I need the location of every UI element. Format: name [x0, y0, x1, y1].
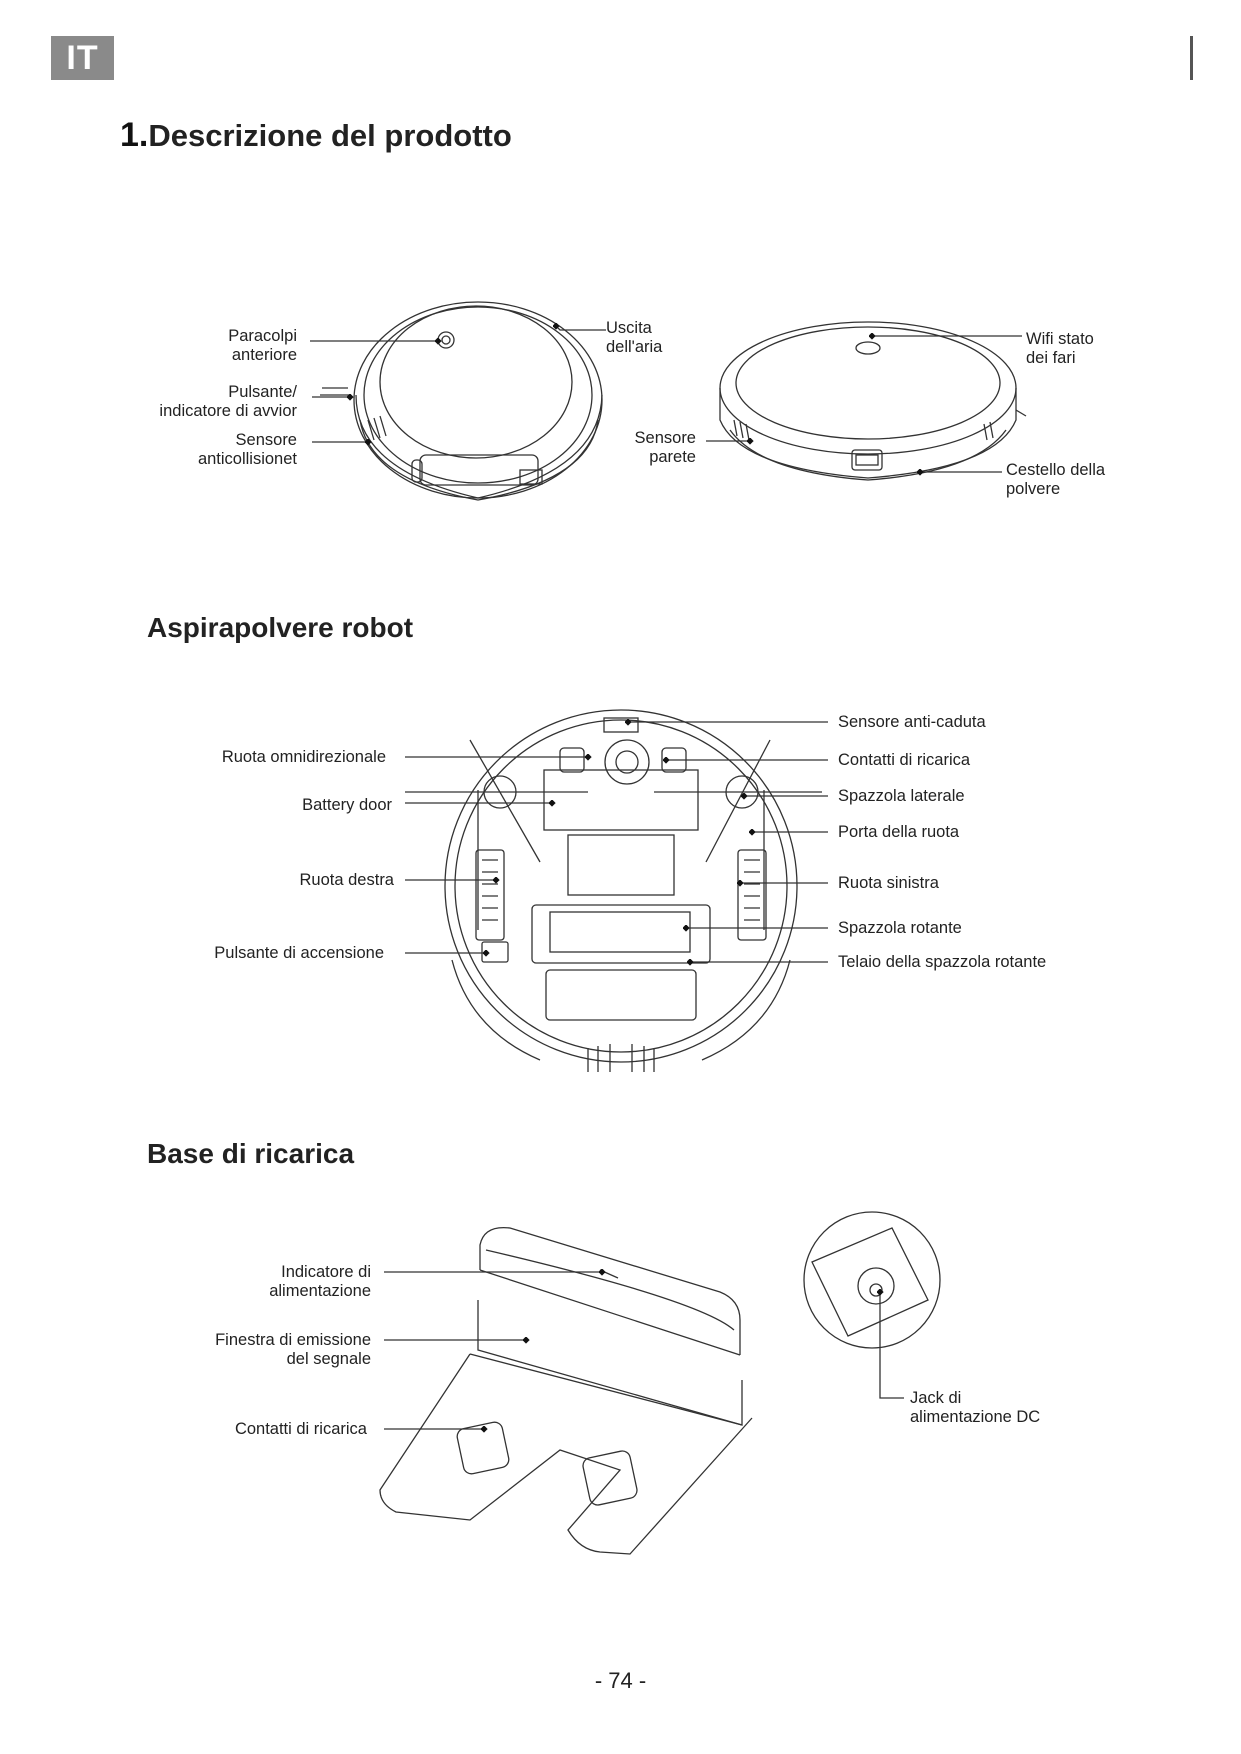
label-signal-window-line2: del segnale: [286, 1350, 371, 1368]
label-start-button-line2: indicatore di avvior: [159, 402, 297, 420]
section-title-robot: Aspirapolvere robot: [147, 612, 414, 643]
label-signal-window-line1: Finestra di emissione: [215, 1331, 371, 1349]
label-dc-jack: [910, 1389, 1040, 1427]
section-number: 1.: [120, 116, 149, 154]
label-power-indicator-line1: Indicatore di: [281, 1263, 371, 1281]
label-brush-frame: Telaio della spazzola rotante: [838, 953, 1047, 971]
label-wall-sensor: [600, 429, 696, 467]
dc-jack-detail: [804, 1212, 940, 1348]
label-bumper: [200, 327, 297, 365]
label-air-outlet-line2: dell'aria: [606, 338, 663, 356]
robot-top-view-right: [720, 322, 1026, 480]
label-wifi-status: [1026, 330, 1094, 368]
label-charge-contacts-base: Contatti di ricarica: [234, 1420, 367, 1438]
charging-base: [380, 1228, 752, 1554]
label-right-wheel: Ruota destra: [299, 871, 394, 889]
label-roller-brush: Spazzola rotante: [838, 919, 962, 937]
section-title-charging-base: Base di ricarica: [147, 1138, 355, 1169]
label-wheel-door: Porta della ruota: [838, 823, 960, 841]
language-badge: IT: [51, 36, 114, 80]
label-dc-jack-line2: alimentazione DC: [910, 1408, 1041, 1426]
label-collision-sensor: [160, 431, 297, 469]
label-wifi-status-line1: Wifi stato: [1026, 330, 1094, 348]
label-signal-window: [160, 1331, 371, 1369]
label-air-outlet: [606, 319, 662, 357]
label-power-indicator-line2: alimentazione: [269, 1282, 371, 1300]
label-left-wheel: Ruota sinistra: [838, 874, 939, 892]
section-title-text: Descrizione del prodotto: [148, 118, 512, 153]
label-side-brush: Spazzola laterale: [838, 787, 965, 805]
label-bumper-line1: Paracolpi: [228, 327, 297, 345]
robot-top-view-left: [320, 302, 602, 500]
label-dustbin-line1: Cestello della: [1006, 461, 1106, 479]
label-collision-sensor-line2: anticollisionet: [197, 450, 297, 468]
label-wifi-status-line2: dei fari: [1026, 349, 1076, 367]
label-omni-wheel: Ruota omnidirezionale: [221, 748, 386, 766]
label-charge-contacts-robot: Contatti di ricarica: [838, 751, 971, 769]
label-dustbin: [1006, 461, 1105, 499]
label-start-button: [140, 383, 297, 421]
label-power-switch: Pulsante di accensione: [214, 944, 384, 962]
label-wall-sensor-line1: Sensore: [634, 429, 696, 447]
label-battery-door: Battery door: [302, 796, 392, 814]
label-air-outlet-line1: Uscita: [606, 319, 652, 337]
label-cliff-sensor: Sensore anti-caduta: [838, 713, 986, 731]
label-collision-sensor-line1: Sensore: [235, 431, 297, 449]
page-number: - 74 -: [594, 1668, 647, 1693]
label-wall-sensor-line2: parete: [649, 448, 696, 466]
label-dc-jack-line1: Jack di: [910, 1389, 962, 1407]
label-bumper-line2: anteriore: [231, 346, 297, 364]
robot-underside-view: [405, 710, 822, 1072]
label-start-button-line1: Pulsante/: [228, 383, 297, 401]
label-dustbin-line2: polvere: [1006, 480, 1061, 498]
label-power-indicator: [200, 1263, 371, 1301]
